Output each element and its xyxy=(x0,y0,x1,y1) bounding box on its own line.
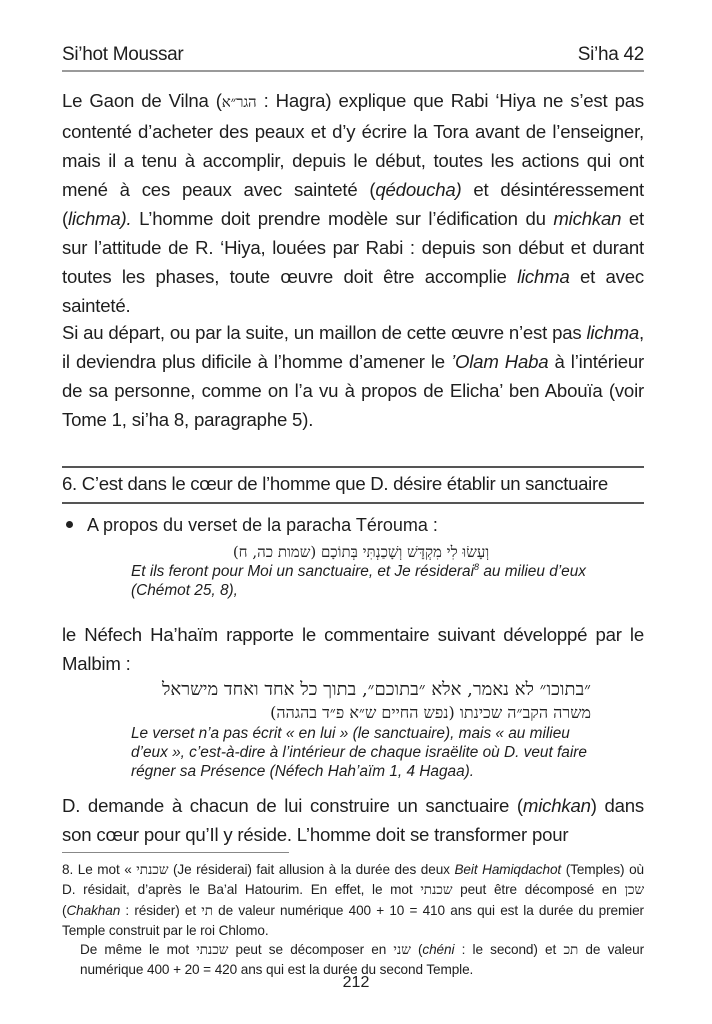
italic-term: michkan xyxy=(522,795,591,816)
hebrew-term: שני xyxy=(393,942,411,959)
text-run: : Hagra) explique que Rabi ‘Hiya ne s’est pas contenté d’acheter des peaux et d’y écrire la Tora avant de l’enseigner, mais il a tenu à accomplir, depuis le début, toutes les actions qui ont mené à ces peaux avec sainteté ( xyxy=(62,90,644,200)
quote-translation: Le verset n’a pas écrit « en lui » (le sanctuaire), mais « au milieu d’eux », c’est-à-dire à l’intérieur de chaque israëlite où D. veut faire régner sa Présence (Néfech Hah’aïm 1, 4 Hagaa). xyxy=(131,725,587,780)
paragraph-lichma xyxy=(62,318,644,434)
hebrew-term: שכנתי xyxy=(136,862,169,878)
text-run: ) dans son cœur pour qu’Il y réside. L’homme doit se transformer pour xyxy=(62,795,645,845)
text-run: à l’intérieur de sa personne, comme on l’a vu à propos de Elicha’ ben Abouïa (voir Tome 1, si’ha 8, paragraphe 5). xyxy=(62,351,645,430)
italic-term: Beit Hamiqdachot xyxy=(454,862,562,877)
text-run: ( xyxy=(410,942,423,958)
hebrew-term: תי xyxy=(201,902,213,919)
paragraph-nefech-hahaim xyxy=(62,620,644,678)
chapter-label: Si’ha 42 xyxy=(577,44,644,65)
hebrew-term: שכנתי xyxy=(196,942,229,959)
text-run: au milieu d’eux (Chémot 25, 8), xyxy=(131,563,587,599)
text-run: (Temples) où D. résidait, d’après le Ba’al Hatourim. En effet, le mot xyxy=(62,862,644,898)
hebrew-quote-line-2: משרה הקב״ה שכינתו (נפש החיים ש״א פ״ד בהגהה) xyxy=(270,703,591,722)
italic-term: chéni xyxy=(422,942,455,958)
text-run: et avec sainteté. xyxy=(62,266,645,316)
italic-term: qédoucha) xyxy=(375,179,462,200)
bullet-icon xyxy=(66,521,73,528)
text-run: ( xyxy=(62,902,67,918)
text-run: D. demande à chacun de lui construire un sanctuaire ( xyxy=(62,795,523,816)
text-run: Et ils feront pour Moi un sanctuaire, et Je résiderai xyxy=(131,563,475,580)
text-run: (Je résiderai) fait allusion à la durée des deux xyxy=(168,862,455,877)
text-run: L’homme doit prendre modèle sur l’édification du xyxy=(131,208,554,229)
text-run: et sur l’attitude de R. ‘Hiya, louées par Rabi : depuis son début et durant toutes les phases, toute œuvre doit être accomplie xyxy=(62,208,645,287)
hebrew-term: תכ xyxy=(563,942,579,959)
hebrew-term: הגר״א xyxy=(221,93,257,111)
footnote-divider xyxy=(62,852,289,853)
italic-term: lichma xyxy=(586,322,640,343)
bullet-text: A propos du verset de la paracha Térouma : xyxy=(87,515,438,535)
text-run: et désintéressement ( xyxy=(62,179,644,229)
text-run: Le mot « xyxy=(73,862,137,877)
footnote-ref[interactable]: 8 xyxy=(474,561,480,572)
hebrew-term: שכן xyxy=(624,882,644,899)
section-heading: 6. C’est dans le cœur de l’homme que D. désire établir un sanctuaire xyxy=(62,466,644,504)
italic-term: Chakhan xyxy=(66,902,121,918)
paragraph-sanctuaire xyxy=(62,791,644,849)
italic-term: lichma). xyxy=(68,208,132,229)
book-title: Si’hot Moussar xyxy=(62,44,184,65)
verse-quote xyxy=(131,542,591,600)
text-run: Le Gaon de Vilna ( xyxy=(62,90,222,111)
hebrew-verse: וְעָשׂוּ לִי מִקְדָּשׁ וְשָׁכַנְתִּי בְּתוֹכָם (שמות כה, ח) xyxy=(232,543,490,561)
text-run: De même le mot xyxy=(80,942,197,958)
italic-term: michkan xyxy=(553,208,622,229)
hebrew-term: שכנתי xyxy=(420,882,453,899)
text-run: , il deviendra plus dificile à l’homme d’amener le xyxy=(62,322,644,372)
italic-term: ’Olam Haba xyxy=(451,351,549,372)
text-run: le Néfech Ha’haïm rapporte le commentaire suivant développé par le Malbim : xyxy=(62,624,644,674)
bullet-item xyxy=(66,512,438,538)
text-run: Si au départ, ou par la suite, un maillon de cette œuvre n’est pas xyxy=(62,322,587,343)
verse-translation xyxy=(131,562,591,600)
page-number: 212 xyxy=(342,974,370,991)
text-run: peut se décomposer en xyxy=(228,942,394,958)
footnote-8 xyxy=(62,860,644,980)
paragraph-gaon-de-vilna xyxy=(62,86,644,320)
text-run: ״בתוכו״ לא נאמר, אלא ״בתוכם״, בתוך כל אחד ואחד מישראל xyxy=(162,679,591,700)
hebrew-quote-line-1 xyxy=(131,678,591,701)
text-run: peut être décomposé en xyxy=(452,882,625,898)
text-run: : le second) et xyxy=(454,942,564,958)
italic-term: lichma xyxy=(517,266,570,287)
text-run: de valeur numérique 400 + 10 = 410 ans qui est la durée du premier Temple construit par le roi Chlomo. xyxy=(62,902,644,938)
text-run: de valeur numérique 400 + 20 = 420 ans qui est la durée du second Temple. xyxy=(80,942,645,978)
footnote-number: 8. xyxy=(62,862,74,877)
malbim-quote xyxy=(131,678,591,781)
text-run: : résider) et xyxy=(120,902,202,918)
running-header xyxy=(62,40,644,72)
